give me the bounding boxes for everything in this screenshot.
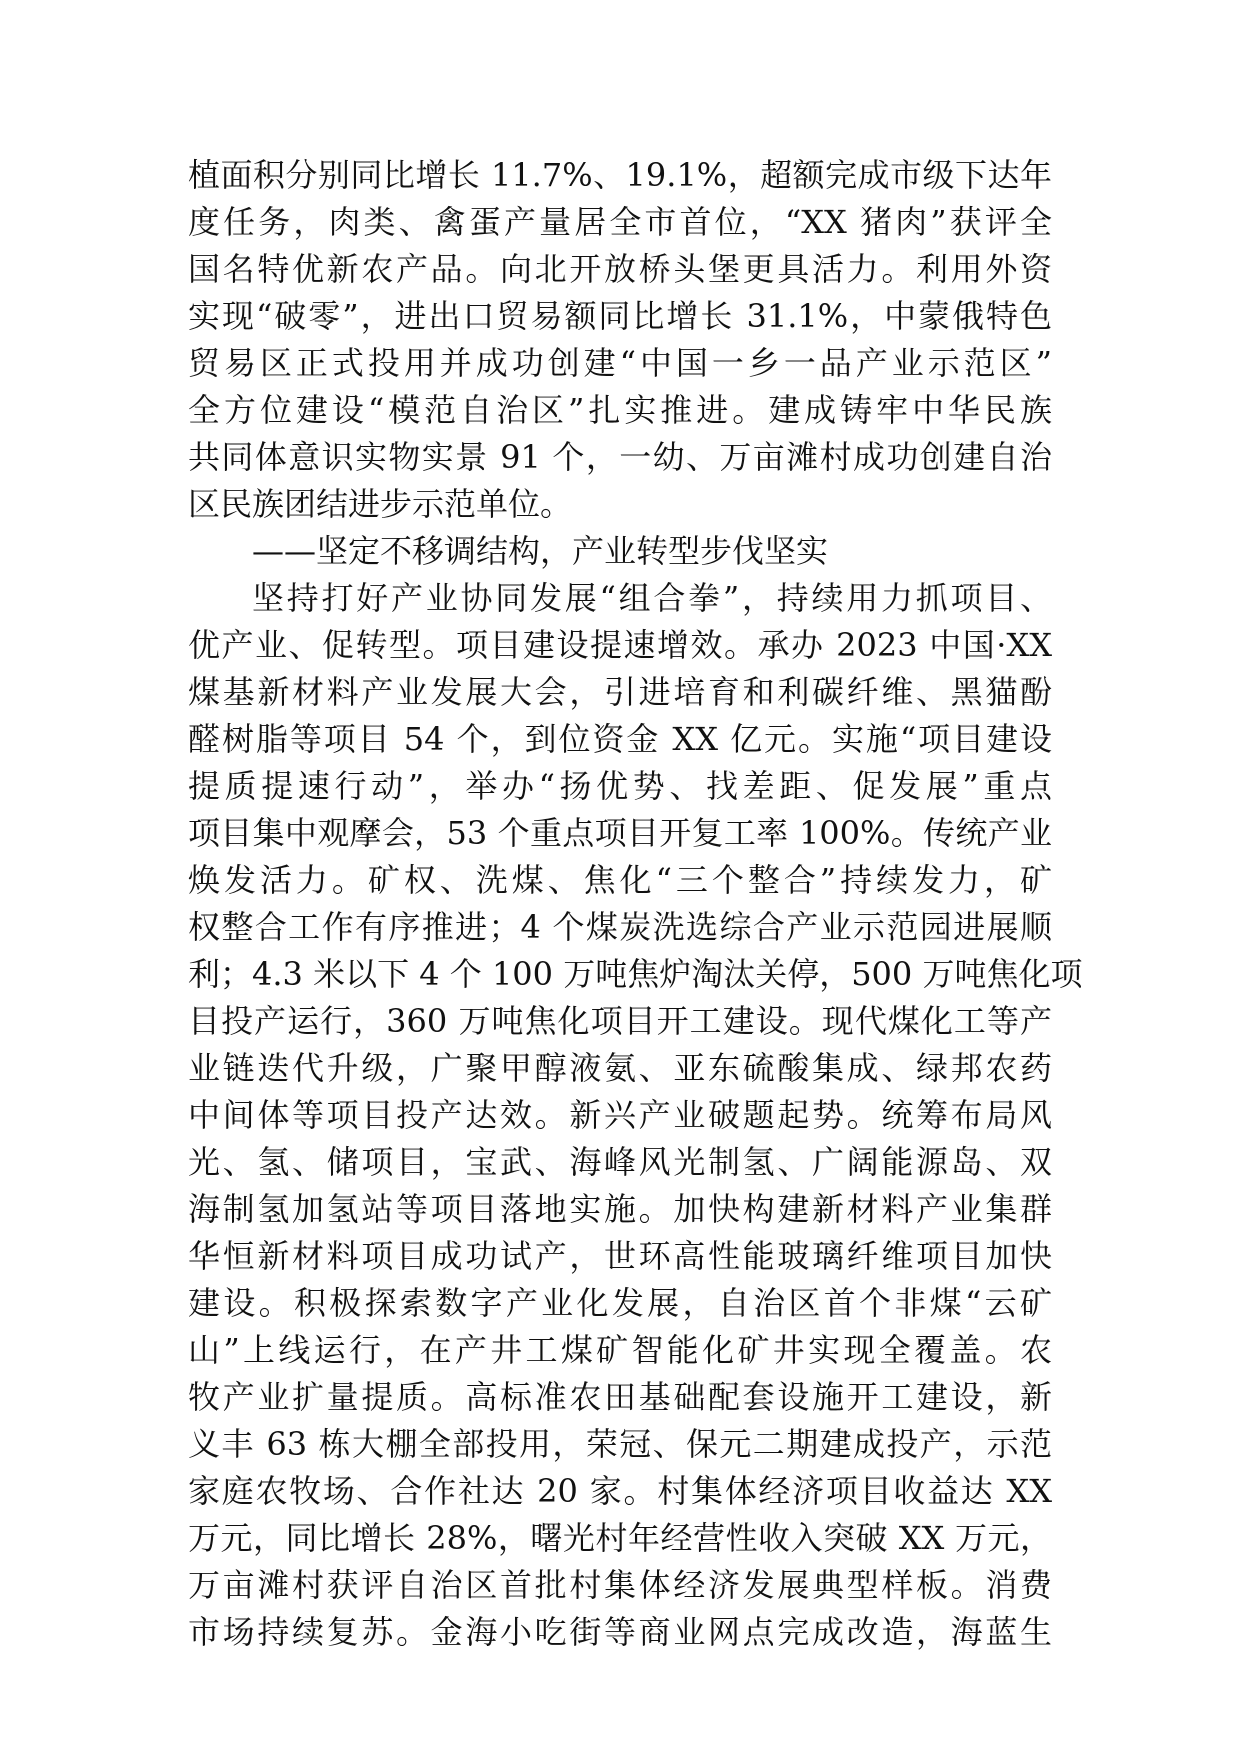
text-line: 山”上线运行，在产井工煤矿智能化矿井实现全覆盖。农 bbox=[188, 1331, 1052, 1369]
text-line: 牧产业扩量提质。高标准农田基础配套设施开工建设，新 bbox=[188, 1378, 1052, 1416]
text-line: 煤基新材料产业发展大会，引进培育和利碳纤维、黑猫酚 bbox=[188, 673, 1052, 711]
text-line: 植面积分别同比增长 11.7%、19.1%，超额完成市级下达年 bbox=[188, 156, 1052, 194]
text-line: 焕发活力。矿权、洗煤、焦化“三个整合”持续发力，矿 bbox=[188, 861, 1052, 899]
text-line: 提质提速行动”，举办“扬优势、找差距、促发展”重点 bbox=[188, 767, 1052, 805]
document-body bbox=[188, 152, 1083, 1656]
text-line: 实现“破零”，进出口贸易额同比增长 31.1%，中蒙俄特色 bbox=[188, 297, 1052, 335]
text-line: 万亩滩村获评自治区首批村集体经济发展典型样板。消费 bbox=[188, 1566, 1052, 1604]
text-line: 华恒新材料项目成功试产，世环高性能玻璃纤维项目加快 bbox=[188, 1237, 1052, 1275]
text-line: ——坚定不移调结构，产业转型步伐坚实 bbox=[252, 532, 829, 570]
text-line: 国名特优新农产品。向北开放桥头堡更具活力。利用外资 bbox=[188, 250, 1052, 288]
text-line: 海制氢加氢站等项目落地实施。加快构建新材料产业集群 bbox=[188, 1190, 1052, 1228]
text-line: 万元，同比增长 28%，曙光村年经营性收入突破 XX 万元， bbox=[188, 1519, 1052, 1557]
text-line: 全方位建设“模范自治区”扎实推进。建成铸牢中华民族 bbox=[188, 391, 1052, 429]
text-line: 利；4.3 米以下 4 个 100 万吨焦炉淘汰关停，500 万吨焦化项 bbox=[188, 955, 1083, 993]
text-line: 光、氢、储项目，宝武、海峰风光制氢、广阔能源岛、双 bbox=[188, 1143, 1052, 1181]
text-line: 权整合工作有序推进；4 个煤炭洗选综合产业示范园进展顺 bbox=[188, 908, 1052, 946]
text-line: 业链迭代升级，广聚甲醇液氨、亚东硫酸集成、绿邦农药 bbox=[188, 1049, 1052, 1087]
text-line: 醛树脂等项目 54 个，到位资金 XX 亿元。实施“项目建设 bbox=[188, 720, 1052, 758]
text-line: 坚持打好产业协同发展“组合拳”，持续用力抓项目、 bbox=[252, 579, 1052, 617]
text-line: 共同体意识实物实景 91 个，一幼、万亩滩村成功创建自治 bbox=[188, 438, 1052, 476]
text-line: 家庭农牧场、合作社达 20 家。村集体经济项目收益达 XX bbox=[188, 1472, 1052, 1510]
text-line: 市场持续复苏。金海小吃街等商业网点完成改造，海蓝生 bbox=[188, 1613, 1052, 1651]
text-line: 建设。积极探索数字产业化发展，自治区首个非煤“云矿 bbox=[188, 1284, 1052, 1322]
text-line: 中间体等项目投产达效。新兴产业破题起势。统筹布局风 bbox=[188, 1096, 1052, 1134]
text-line: 度任务，肉类、禽蛋产量居全市首位，“XX 猪肉”获评全 bbox=[188, 203, 1052, 241]
text-line: 义丰 63 栋大棚全部投用，荣冠、保元二期建成投产，示范 bbox=[188, 1425, 1052, 1463]
text-line: 项目集中观摩会，53 个重点项目开复工率 100%。传统产业 bbox=[188, 814, 1052, 852]
text-line: 区民族团结进步示范单位。 bbox=[188, 485, 573, 523]
text-line: 优产业、促转型。项目建设提速增效。承办 2023 中国·XX bbox=[188, 626, 1052, 664]
text-line: 贸易区正式投用并成功创建“中国一乡一品产业示范区” bbox=[188, 344, 1052, 382]
text-line: 目投产运行，360 万吨焦化项目开工建设。现代煤化工等产 bbox=[188, 1002, 1052, 1040]
